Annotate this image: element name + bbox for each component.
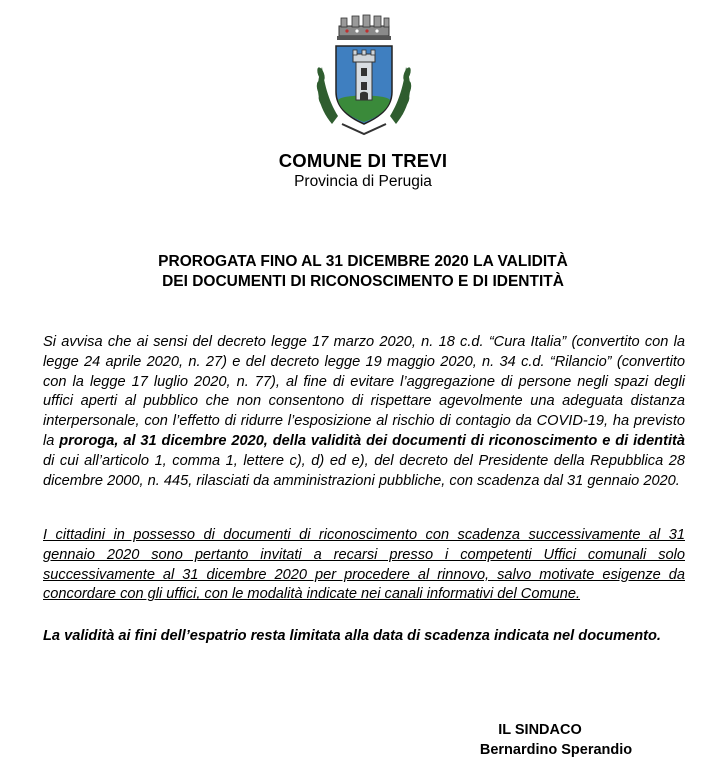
notice-title bbox=[0, 252, 726, 292]
paragraph-decree-end: di cui all’articolo 1, comma 1, lettere c), d) ed e), del decreto del Presidente della Repubblica 28 dicembre 2000, n. 445, rilasciati da amministrazioni pubbliche, con scadenza dal 31 gennaio 2020. bbox=[43, 452, 685, 489]
signature-role: IL SINDACO bbox=[498, 722, 582, 738]
provincia-name: Provincia di Perugia bbox=[294, 173, 432, 190]
paragraph-decree-start: Si avvisa che ai sensi del decreto legge 17 marzo 2020, n. 18 c.d. “Cura Italia” (convertito con la legge 24 aprile 2020, n. 27) e del decreto legge 19 maggio 2020, n. 34 c.d. “Rilancio” (convertito con la legge 17 luglio 2020, n. 77), al fine di evitare l’aggregazione di persone negli spazi degli uffici aperti al pubblico che non consentono di rispettare agevolmente una adeguata distanza interpersonale, con l’effetto di ridurre l’esposizione al rischio di contagio da COVID-19, ha previsto la bbox=[43, 334, 685, 449]
coat-of-arms-icon bbox=[312, 12, 416, 140]
comune-name: COMUNE DI TREVI bbox=[278, 150, 448, 171]
title-line-2: DEI DOCUMENTI DI RICONOSCIMENTO E DI IDENTITÀ bbox=[162, 273, 564, 290]
signature-name: Bernardino Sperandio bbox=[479, 742, 633, 758]
title-line-1: PROROGATA FINO AL 31 DICEMBRE 2020 LA VALIDITÀ bbox=[158, 253, 568, 270]
paragraph-expatriation: La validità ai fini dell’espatrio resta limitata alla data di scadenza indicata nel documento. bbox=[43, 628, 661, 644]
paragraph-decree-highlight: proroga, al 31 dicembre 2020, della validità dei documenti di riconoscimento e di identità bbox=[59, 432, 685, 449]
crown-icon bbox=[337, 15, 391, 40]
paragraph-citizens: I cittadini in possesso di documenti di riconoscimento con scadenza successivamente al 31 gennaio 2020 sono pertanto invitati a recarsi presso i competenti Uffici comunali solo successivamente al 31 dicembre 2020 per procedere al rinnovo, salvo motivate esigenze da concordare con gli uffici, con le modalità indicate nei canali informativi del Comune. bbox=[43, 527, 685, 603]
paragraph-decree bbox=[43, 333, 685, 491]
tower-icon bbox=[353, 50, 375, 100]
